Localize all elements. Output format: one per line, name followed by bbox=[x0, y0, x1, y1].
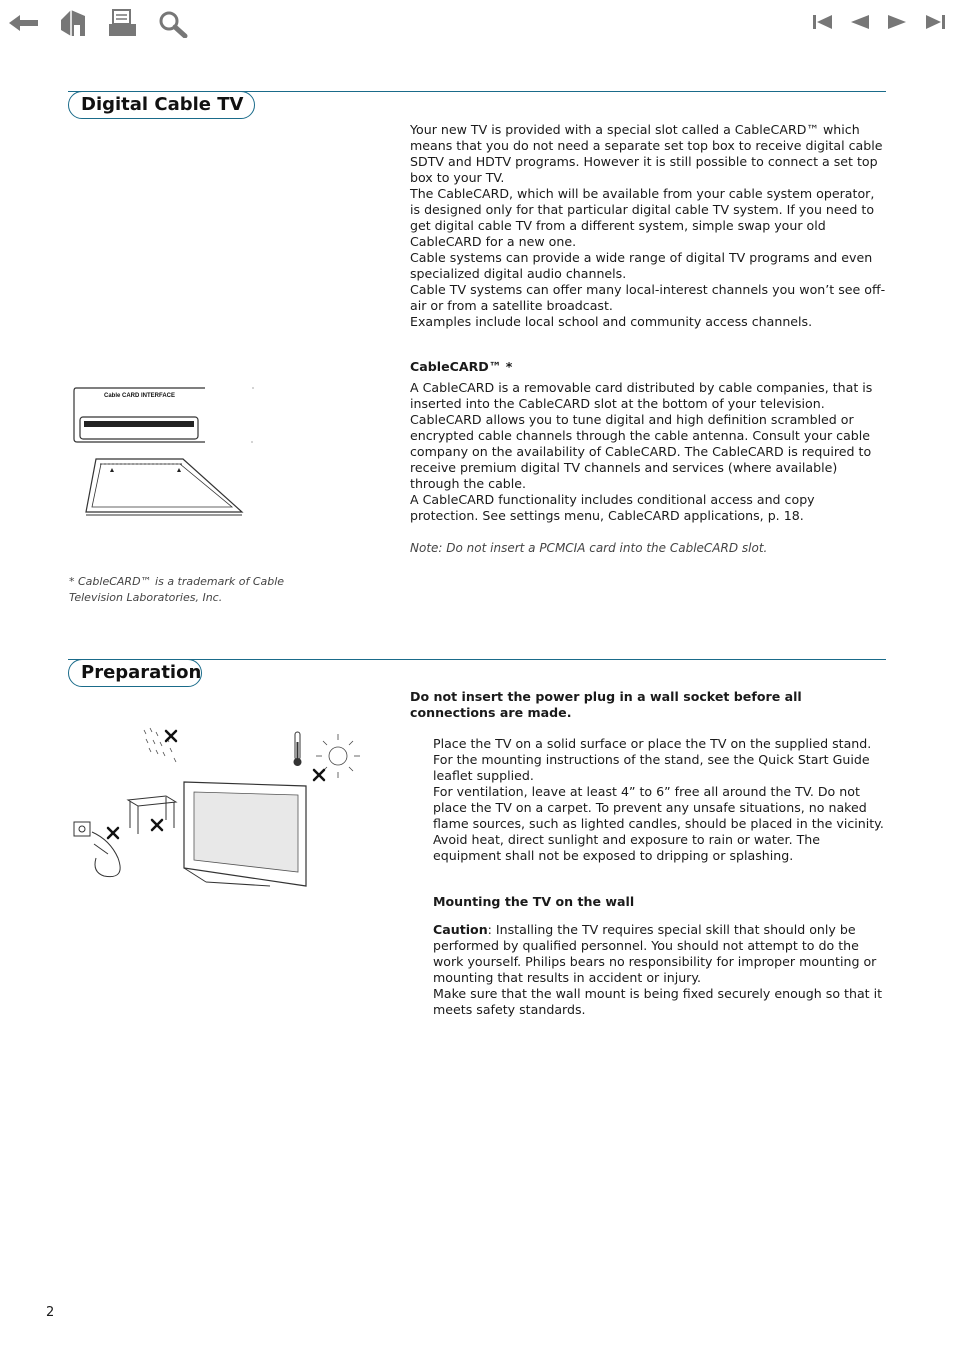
section-title-preparation: Preparation bbox=[68, 659, 202, 687]
caution-paragraph bbox=[433, 922, 886, 986]
power-plug-warning: Do not insert the power plug in a wall socket before all connections are made. bbox=[410, 689, 802, 720]
previous-page-icon[interactable] bbox=[850, 14, 870, 30]
last-page-icon[interactable] bbox=[924, 14, 946, 30]
next-page-icon[interactable] bbox=[887, 14, 907, 30]
cablecard-paragraph: CableCARD allows you to tune digital and high definition scrambled or encrypted cable channels through the cable antenna. Consult your cable company on the availability of CableCARD. The CableCARD is required to receive premium digital TV channels and services (where available) through the cable. bbox=[410, 412, 872, 491]
tv-icon bbox=[184, 782, 306, 886]
pcmcia-note: Note: Do not insert a PCMCIA card into the CableCARD slot. bbox=[410, 541, 768, 555]
wall-socket-icon bbox=[74, 822, 90, 836]
caution-extra: Make sure that the wall mount is being fixed securely enough so that it meets safety standards. bbox=[433, 986, 883, 1017]
print-icon[interactable] bbox=[108, 9, 138, 37]
search-icon[interactable] bbox=[158, 10, 188, 38]
first-page-icon[interactable] bbox=[812, 14, 834, 30]
rain-icon bbox=[144, 728, 176, 762]
cablecard-heading: CableCARD™ * bbox=[410, 359, 513, 374]
intro-paragraph: Cable systems can provide a wide range of digital TV programs and even specialized digital audio channels. bbox=[410, 250, 873, 281]
section-title-digital-cable: Digital Cable TV bbox=[68, 91, 255, 119]
caution-label: Caution bbox=[433, 922, 488, 937]
cablecard-paragraph: A CableCARD functionality includes conditional access and copy protection. See settings menu, CableCARD applications, p. 18. bbox=[410, 492, 815, 523]
cablecard-block bbox=[410, 359, 886, 556]
prohibited-cross-icon bbox=[108, 828, 118, 838]
cablecard-slot-illustration bbox=[70, 385, 256, 519]
thermometer-icon bbox=[294, 732, 302, 766]
prohibited-cross-icon bbox=[314, 770, 324, 780]
preparation-paragraph: Avoid heat, direct sunlight and exposure to rain or water. The equipment shall not be exposed to dripping or splashing. bbox=[433, 832, 821, 863]
intro-paragraph: The CableCARD, which will be available from your cable system operator, is designed only for that particular digital cable TV system. If you need to get digital cable TV from a different system, simple swap your old CableCARD for a new one. bbox=[410, 186, 875, 249]
intro-paragraph: Examples include local school and community access channels. bbox=[410, 314, 813, 329]
power-plug-icon bbox=[92, 832, 120, 877]
cablecard-trademark-footnote: * CableCARD™ is a trademark of Cable Television Laboratories, Inc. bbox=[69, 575, 285, 604]
prohibited-cross-icon bbox=[166, 731, 176, 741]
tv-placement-illustration bbox=[70, 720, 366, 888]
preparation-instructions bbox=[433, 736, 886, 864]
intro-paragraph: Cable TV systems can offer many local-interest channels you won’t see off-air or from a satellite broadcast. bbox=[410, 282, 886, 313]
preparation-paragraph: Place the TV on a solid surface or place the TV on the supplied stand. For the mounting instructions of the stand, see the Quick Start Guide leaflet supplied. bbox=[433, 736, 872, 783]
home-icon[interactable] bbox=[59, 8, 87, 38]
digital-cable-intro bbox=[410, 122, 886, 330]
mounting-heading: Mounting the TV on the wall bbox=[433, 894, 635, 909]
prohibited-cross-icon bbox=[152, 820, 162, 830]
caution-text: : Installing the TV requires special skill that should only be performed by qualified personnel. You should not attempt to do the work yourself. Philips bears no responsibility for improper mounting or mounting that results in accident or injury. bbox=[433, 922, 877, 985]
mounting-block bbox=[433, 894, 886, 1018]
slot-label: Cable CARD INTERFACE bbox=[104, 393, 176, 399]
preparation-paragraph: For ventilation, leave at least 4” to 6” free all around the TV. Do not place the TV on a carpet. To prevent any unsafe situations, no naked flame sources, such as lighted candles, should be placed in the vicinity. bbox=[433, 784, 884, 831]
back-arrow-icon[interactable] bbox=[9, 14, 39, 32]
page-number: 2 bbox=[46, 1305, 55, 1320]
intro-paragraph: Your new TV is provided with a special slot called a CableCARD™ which means that you do not need a separate set top box to receive digital cable SDTV and HDTV programs. However it is still possible to connect a set top box to your TV. bbox=[410, 122, 883, 185]
cablecard-paragraph: A CableCARD is a removable card distributed by cable companies, that is inserted into the CableCARD slot at the bottom of your television. bbox=[410, 380, 873, 411]
